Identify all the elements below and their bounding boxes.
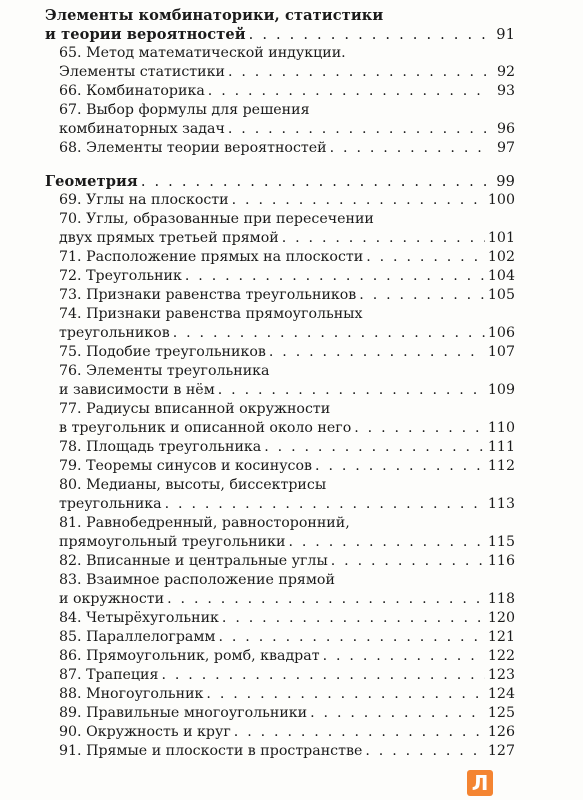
dot-leader	[222, 609, 485, 628]
toc-entry-text: 88. Многоугольник	[59, 686, 204, 702]
toc-entry-text: 81. Равнобедренный, равносторонний,	[59, 515, 350, 531]
toc-entry-line	[45, 229, 515, 248]
toc-entry-line	[45, 248, 515, 267]
dot-leader	[232, 191, 485, 210]
toc-entry-text: 73. Признаки равенства треугольников	[59, 287, 357, 303]
toc-entry-line	[45, 647, 515, 666]
toc-entry[interactable]	[45, 267, 515, 286]
toc-entry-text: 80. Медианы, высоты, биссектрисы	[59, 477, 327, 493]
toc-page-number: 115	[487, 534, 515, 550]
toc-entry-line	[45, 476, 515, 495]
toc-entry-text: 89. Правильные многоугольники	[59, 705, 308, 721]
toc-page-number: 111	[487, 439, 515, 455]
section-heading-line[interactable]	[45, 25, 515, 44]
toc-entry-text: прямоугольный треугольники	[59, 534, 286, 550]
toc-entry-line	[45, 628, 515, 647]
toc-entry[interactable]	[45, 343, 515, 362]
toc-entry-text: комбинаторных задач	[59, 121, 225, 137]
toc-entry-text: 76. Элементы треугольника	[59, 363, 270, 379]
toc-entry-line	[45, 267, 515, 286]
dot-leader	[218, 381, 485, 400]
section-heading-line[interactable]	[45, 6, 515, 25]
dot-leader	[167, 590, 485, 609]
dot-leader	[208, 82, 486, 101]
dot-leader	[365, 742, 485, 761]
toc-entry-text: 86. Прямоугольник, ромб, квадрат	[59, 648, 320, 664]
toc-entry[interactable]	[45, 666, 515, 685]
toc-entry-text: в треугольник и описанной около него	[59, 420, 352, 436]
litres-logo-icon	[467, 770, 493, 796]
toc-entry-line	[45, 514, 515, 533]
toc-entry-text: 82. Вписанные и центральные углы	[59, 553, 328, 569]
dot-leader	[218, 628, 484, 647]
toc-entry-text: 75. Подобие треугольников	[59, 344, 266, 360]
toc-entry[interactable]	[45, 609, 515, 628]
dot-leader	[161, 666, 484, 685]
dot-leader	[206, 685, 484, 704]
dot-leader	[331, 552, 485, 571]
toc-page-number: 127	[487, 743, 515, 759]
toc-entry-line	[45, 286, 515, 305]
toc-page-number: 113	[487, 496, 515, 512]
toc-entry-line	[45, 723, 515, 742]
toc-entry[interactable]	[45, 514, 515, 552]
toc-page-number: 109	[487, 382, 515, 398]
dot-leader	[173, 324, 485, 343]
toc-page-number: 102	[487, 249, 515, 265]
toc-entry[interactable]	[45, 685, 515, 704]
toc-entry[interactable]	[45, 400, 515, 438]
toc-entry-line	[45, 495, 515, 514]
dot-leader	[282, 229, 485, 248]
toc-entry[interactable]	[45, 248, 515, 267]
toc-page-number: 107	[487, 344, 515, 360]
toc-page-number: 123	[487, 667, 515, 683]
toc-entry-line	[45, 381, 515, 400]
section-heading-text: и теории вероятностей	[45, 26, 246, 43]
toc-page-number: 112	[487, 458, 515, 474]
toc-entry-text: 65. Метод математической индукции.	[59, 45, 346, 61]
toc-entry[interactable]	[45, 704, 515, 723]
dot-leader	[288, 533, 484, 552]
toc-entry-text: 83. Взаимное расположение прямой	[59, 572, 335, 588]
dot-leader	[354, 419, 485, 438]
toc-entry-text: 66. Комбинаторика	[59, 83, 205, 99]
dot-leader	[366, 248, 485, 267]
toc-page-number: 116	[487, 553, 515, 569]
toc-page-number: 121	[487, 629, 515, 645]
dot-leader	[269, 343, 485, 362]
toc-entry-text: 74. Признаки равенства прямоугольных	[59, 306, 363, 322]
toc-entry[interactable]	[45, 139, 515, 158]
toc-entry-text: 69. Углы на плоскости	[59, 192, 229, 208]
toc-page-number: 104	[487, 268, 515, 284]
toc-entry-line	[45, 438, 515, 457]
toc-entry-line	[45, 533, 515, 552]
toc-entry[interactable]	[45, 628, 515, 647]
toc-page-number: 124	[487, 686, 515, 702]
toc-page-number: 101	[487, 230, 515, 246]
toc-entry-line	[45, 362, 515, 381]
toc-entry-line	[45, 101, 515, 120]
toc-page-number: 120	[487, 610, 515, 626]
dot-leader	[315, 457, 485, 476]
toc-entry[interactable]	[45, 647, 515, 666]
toc-entry-line	[45, 63, 515, 82]
toc-entry[interactable]	[45, 362, 515, 400]
dot-leader	[330, 139, 486, 158]
toc-entry-text: 79. Теоремы синусов и косинусов	[59, 458, 313, 474]
toc-page-number: 118	[487, 591, 515, 607]
toc-section-geometry	[45, 172, 515, 761]
toc-entry[interactable]	[45, 476, 515, 514]
toc-entry-text: треугольника	[59, 496, 162, 512]
toc-page-number: 93	[496, 83, 515, 99]
toc-entry-text: 85. Параллелограмм	[59, 629, 216, 645]
toc-entry[interactable]	[45, 742, 515, 761]
toc-page-number: 106	[487, 325, 515, 341]
toc-entry-line	[45, 685, 515, 704]
toc-page-number: 125	[487, 705, 515, 721]
toc-entry-text: Элементы статистики	[59, 64, 225, 80]
section-heading-line[interactable]	[45, 172, 515, 191]
toc-entry-text: 77. Радиусы вписанной окружности	[59, 401, 331, 417]
toc-entry-line	[45, 419, 515, 438]
toc-entry-line	[45, 704, 515, 723]
watermark-glyph: Л	[471, 771, 489, 795]
dot-leader	[228, 63, 486, 82]
toc-page-number: 92	[496, 64, 515, 80]
toc-entry-text: 67. Выбор формулы для решения	[59, 102, 310, 118]
toc-entry-text: 84. Четырёхугольник	[59, 610, 219, 626]
toc-entry-line	[45, 120, 515, 139]
toc-entry-text: и зависимости в нём	[59, 382, 215, 398]
toc-section-combinatorics	[45, 6, 515, 158]
toc-entry-line	[45, 210, 515, 229]
toc-entry[interactable]	[45, 82, 515, 101]
toc-entry[interactable]	[45, 571, 515, 609]
toc-entry-line	[45, 139, 515, 158]
toc-page-number: 100	[487, 192, 515, 208]
toc-page-number: 122	[487, 648, 515, 664]
toc-entry-line	[45, 666, 515, 685]
toc-entry-line	[45, 742, 515, 761]
toc-entry-text: 71. Расположение прямых на плоскости	[59, 249, 364, 265]
table-of-contents	[45, 6, 515, 761]
toc-entry[interactable]	[45, 552, 515, 571]
toc-entry-line	[45, 44, 515, 63]
toc-entry-text: треугольников	[59, 325, 170, 341]
toc-entry-line	[45, 305, 515, 324]
dot-leader	[359, 286, 485, 305]
toc-entry-line	[45, 609, 515, 628]
section-heading-text: Геометрия	[45, 173, 138, 190]
toc-entry-text: 78. Площадь треугольника	[59, 439, 262, 455]
toc-entry[interactable]	[45, 457, 515, 476]
toc-entry-line	[45, 552, 515, 571]
dot-leader	[141, 172, 486, 191]
dot-leader	[185, 267, 485, 286]
toc-entry-text: 68. Элементы теории вероятностей	[59, 140, 327, 156]
toc-entry[interactable]	[45, 286, 515, 305]
toc-entry-text: 87. Трапеция	[59, 667, 159, 683]
toc-entry-text: 70. Углы, образованные при пересечении	[59, 211, 374, 227]
toc-page-number: 105	[487, 287, 515, 303]
toc-entry-line	[45, 324, 515, 343]
section-heading-text: Элементы комбинаторики, статистики	[45, 7, 384, 24]
dot-leader	[249, 25, 486, 44]
toc-entry-text: 90. Окружность и круг	[59, 724, 231, 740]
toc-page-number: 110	[487, 420, 515, 436]
toc-entry[interactable]	[45, 101, 515, 139]
toc-entry[interactable]	[45, 438, 515, 457]
toc-entry-text: двух прямых третьей прямой	[59, 230, 279, 246]
toc-entry-line	[45, 191, 515, 210]
toc-entry-text: 91. Прямые и плоскости в пространстве	[59, 743, 363, 759]
dot-leader	[228, 120, 486, 139]
toc-entry-line	[45, 590, 515, 609]
toc-entry-text: и окружности	[59, 591, 165, 607]
dot-leader	[264, 438, 485, 457]
toc-entry[interactable]	[45, 44, 515, 82]
dot-leader	[234, 723, 485, 742]
toc-entry[interactable]	[45, 305, 515, 343]
toc-page-number: 96	[496, 121, 515, 137]
toc-page-number: 97	[496, 140, 515, 156]
toc-entry[interactable]	[45, 191, 515, 210]
toc-entry[interactable]	[45, 723, 515, 742]
toc-entry[interactable]	[45, 210, 515, 248]
toc-entry-line	[45, 400, 515, 419]
toc-entry-text: 72. Треугольник	[59, 268, 182, 284]
toc-entry-line	[45, 343, 515, 362]
section-page-number: 99	[496, 173, 515, 190]
dot-leader	[310, 704, 485, 723]
dot-leader	[165, 495, 485, 514]
toc-entry-line	[45, 82, 515, 101]
dot-leader	[323, 647, 485, 666]
section-page-number: 91	[496, 26, 515, 43]
toc-entry-line	[45, 457, 515, 476]
toc-page-number: 126	[487, 724, 515, 740]
toc-entry-line	[45, 571, 515, 590]
